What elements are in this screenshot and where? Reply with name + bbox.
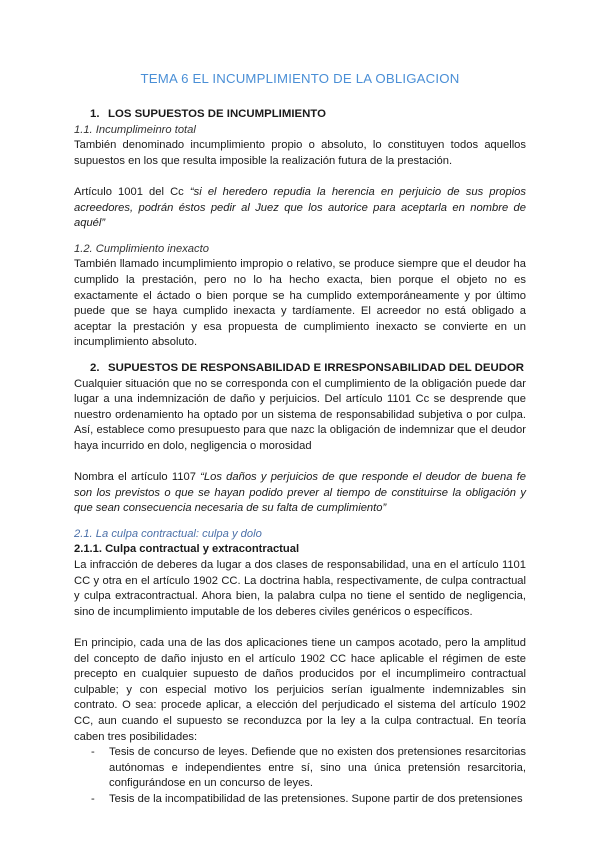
subsection-1-2: 1.2. Cumplimiento inexacto	[74, 242, 209, 255]
list-item	[74, 792, 526, 808]
bullet-dash: -	[91, 746, 95, 759]
quote-text: “si el heredero repudia la herencia en perjuicio de sus propios acreedores, podrán éstos pedir al Juez que los autorice para aceptarla en nombre de aquél”	[74, 185, 526, 230]
section-1-title: LOS SUPUESTOS DE INCUMPLIMIENTO	[108, 108, 326, 120]
section-2-heading	[90, 361, 526, 377]
paragraph: También llamado incumplimiento impropio o relativo, se produce siempre que el deudor ha cumplido la prestación, pero no lo ha hecho exacta, bien porque el objeto no es exactamente el áctado o bien porque se ha cumplido extemporáneamente y por último puede que se haya cumplido inexacta y tardíamente. El acreedor no está obligado a aceptar la prestación y esa propuesta de cumplimiento inexacto se convierte en un incumplimiento absoluto.	[74, 258, 526, 349]
quote-lead: Artículo 1001 del Cc	[74, 185, 190, 198]
paragraph: En principio, cada una de las dos aplicaciones tiene un campos acotado, pero la amplitud del concepto de daño injusto en el artículo 1902 CC hace aplicable el régimen de este precepto en cualquier supuesto de daños producidos por el incumplimeiro contractual culpable; y con especial motivo los perjuicios serían igualmente indemnizables sin contrato. O sea: procede aplicar, a elección del perjudicado el sistema del artículo 1902 CC, aun cuando el supuesto se reconduzca por la ley a la culpa contractual. En teoría caben tres posibilidades:	[74, 637, 526, 743]
document-body	[74, 107, 526, 808]
section-1-heading	[90, 107, 526, 123]
quote-paragraph	[74, 185, 526, 232]
subsection-2-1: 2.1. La culpa contractual: culpa y dolo	[74, 527, 262, 540]
bullet-dash: -	[91, 792, 95, 805]
list-item-text: Tesis de la incompatibilidad de las pretensiones. Supone partir de dos pretensiones	[109, 792, 523, 805]
paragraph: También denominado incumplimiento propio o absoluto, lo constituyen todos aquellos supuestos en los que resulta imposible la realización futura de la prestación.	[74, 139, 526, 167]
subsection-2-1-1: 2.1.1. Culpa contractual y extracontractual	[74, 543, 300, 556]
section-2-number: 2.	[90, 361, 100, 374]
section-1-number: 1.	[90, 108, 100, 120]
quote-paragraph	[74, 470, 526, 517]
paragraph: La infracción de deberes da lugar a dos clases de responsabilidad, una en el artículo 1101 CC y otra en el artículo 1902 CC. La doctrina habla, respectivamente, de culpa contractual y culpa extracontractual. Ahora bien, la palabra culpa no tiene el sentido de negligencia, sino de incumplimiento imputable de los deberes civiles genéricos o específicos.	[74, 559, 526, 618]
quote-text: “Los daños y perjuicios de que responde el deudor de buena fe son los previstos o que se hayan podido prever al tiempo de constituirse la obligación y que sean consecuencia necesaria de su falta de cumplimiento”	[74, 471, 526, 515]
section-2-title: SUPUESTOS DE RESPONSABILIDAD E IRRESPONSABILIDAD DEL DEUDOR	[108, 361, 525, 374]
quote-lead: Nombra el artículo 1107	[74, 471, 201, 484]
subsection-1-1: 1.1. Incumplimeinro total	[74, 123, 196, 136]
list-item-text: Tesis de concurso de leyes. Defiende que no existen dos pretensiones resarcitorias autónomas e independientes entre sí, sino una única pretensión resarcitoria, configurándose en un concurso de leyes.	[109, 746, 526, 790]
paragraph: Cualquier situación que no se corresponda con el cumplimiento de la obligación puede dar lugar a una indemnización de daño y perjuicios. Del artículo 1101 Cc se desprende que nuestro ordenamiento ha optado por un sistema de responsabilidad subjetiva o por culpa. Así, establece como presupuesto para que nazc la obligación de indemnizar que el deudor haya incurrido en dolo, negligencia o morosidad	[74, 377, 526, 452]
list-item	[74, 745, 526, 792]
page-title: TEMA 6 EL INCUMPLIMIENTO DE LA OBLIGACION	[140, 71, 460, 86]
